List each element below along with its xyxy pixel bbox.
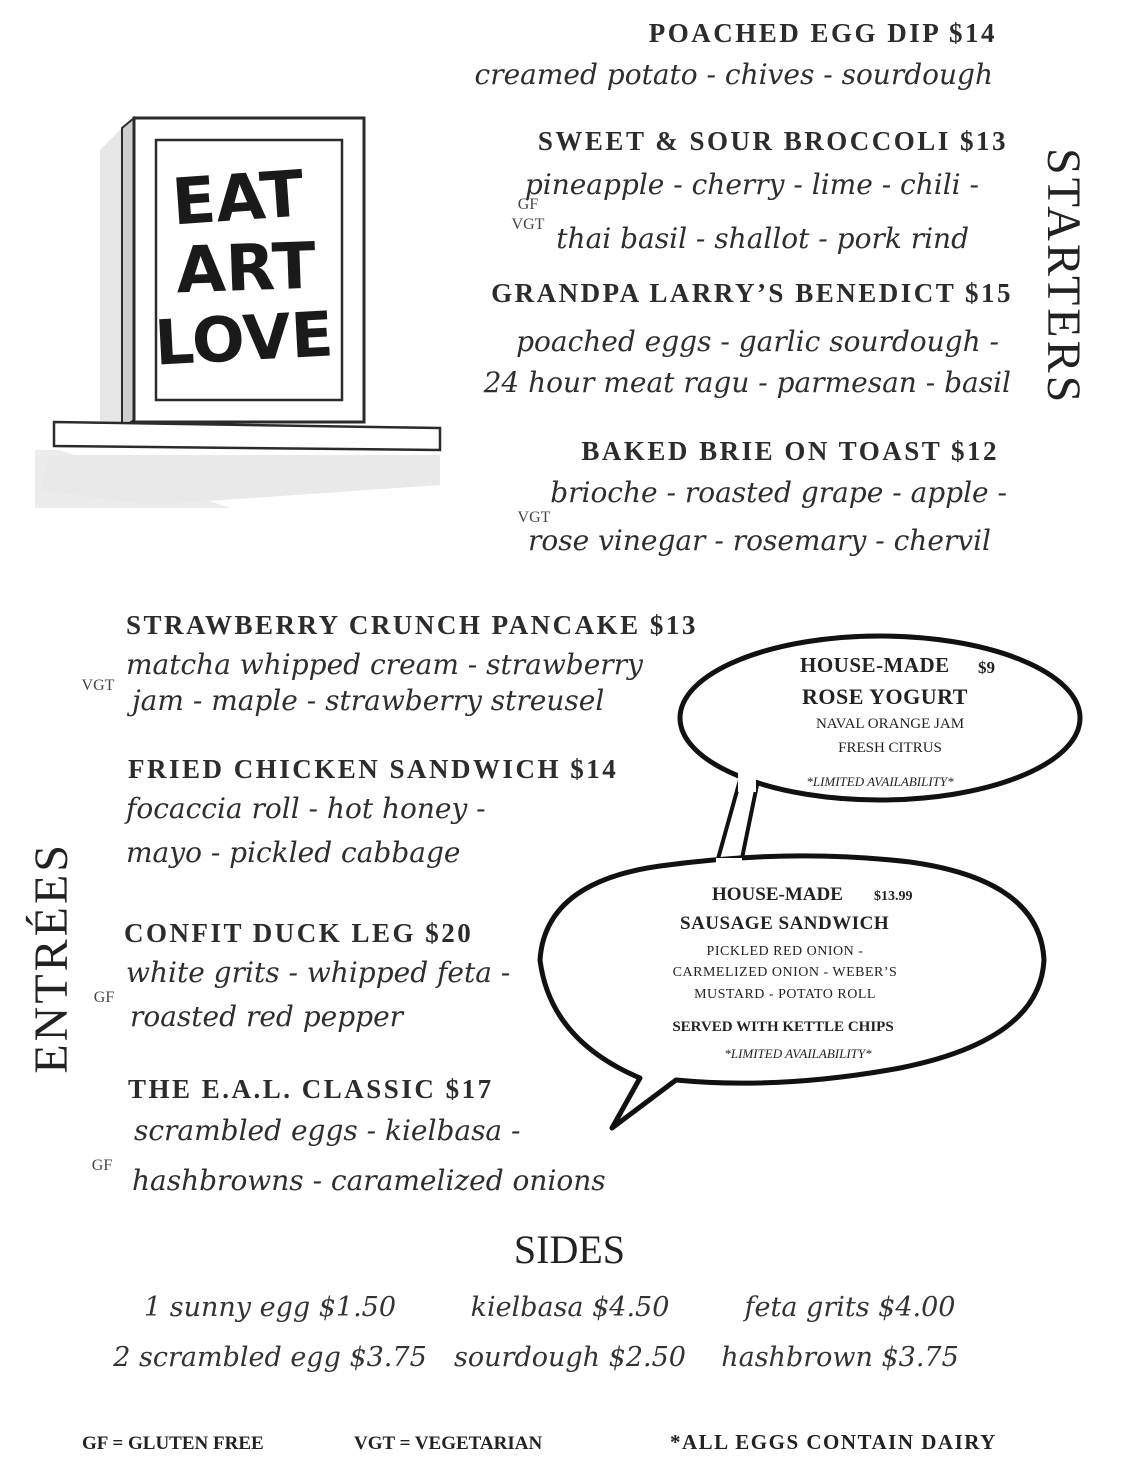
special-rose-yogurt-title2: ROSE YOGURT [802,684,968,709]
entree-desc: hashbrowns - caramelized onions [132,1164,606,1197]
starter-desc: 24 hour meat ragu - parmesan - basil [483,366,1011,399]
special-sausage-sandwich-line: PICKLED RED ONION - [706,944,864,959]
sign-word-love: LOVE [152,297,336,380]
starter-title-baked-brie-on-toast: BAKED BRIE ON TOAST $12 [581,436,999,466]
sign-word-art: ART [174,229,318,309]
special-sausage-sandwich-served: SERVED WITH KETTLE CHIPS [672,1019,894,1035]
dietary-tag-gf: GF [517,196,539,213]
starter-desc: pineapple - cherry - lime - chili - [524,168,979,201]
special-sausage-sandwich-title1: HOUSE-MADE [712,884,843,905]
special-rose-yogurt-line: NAVAL ORANGE JAM [815,716,965,732]
special-sausage-sandwich-price: $13.99 [874,889,913,904]
special-rose-yogurt-price: $9 [978,658,995,677]
side-item: kielbasa $4.50 [470,1292,670,1323]
side-item: hashbrown $3.75 [721,1342,959,1373]
starter-desc: brioche - roasted grape - apple - [550,476,1007,509]
special-sausage-sandwich-note: *LIMITED AVAILABILITY* [724,1046,872,1061]
side-item: feta grits $4.00 [744,1292,956,1323]
entree-title-eal-classic: THE E.A.L. CLASSIC $17 [128,1074,494,1104]
side-item: 1 sunny egg $1.50 [143,1292,397,1323]
special-rose-yogurt-title1: HOUSE-MADE [800,653,950,677]
entrees-heading: ENTRÉES [25,842,78,1074]
special-rose-yogurt-note: *LIMITED AVAILABILITY* [806,774,954,789]
entree-desc: white grits - whipped feta - [126,956,511,989]
starter-desc: poached eggs - garlic sourdough - [516,325,999,358]
legend-vegetarian: VGT = VEGETARIAN [354,1433,543,1454]
starter-desc: creamed potato - chives - sourdough [474,58,993,91]
entree-desc: scrambled eggs - kielbasa - [134,1114,521,1147]
side-item: 2 scrambled egg $3.75 [113,1342,427,1373]
entree-desc: roasted red pepper [130,1000,404,1033]
sides-heading: SIDES [513,1227,626,1272]
starters-heading: STARTERS [1037,148,1090,406]
dietary-tag-vgt: VGT [81,677,115,694]
side-item: sourdough $2.50 [454,1342,686,1373]
entree-title-fried-chicken-sandwich: FRIED CHICKEN SANDWICH $14 [128,754,619,784]
starter-desc: rose vinegar - rosemary - chervil [527,524,991,557]
dietary-tag-gf: GF [93,989,115,1006]
sign-word-eat: EAT [169,157,307,241]
legend-gluten-free: GF = GLUTEN FREE [82,1433,264,1454]
special-sausage-sandwich-line: CARMELIZED ONION - WEBER’S [672,965,898,980]
special-sausage-sandwich-line: MUSTARD - POTATO ROLL [694,987,876,1002]
entree-title-confit-duck-leg: CONFIT DUCK LEG $20 [124,918,474,948]
dietary-tag-gf: GF [91,1157,113,1174]
legend-eggs-contain-dairy: *ALL EGGS CONTAIN DAIRY [670,1430,997,1454]
special-rose-yogurt-line: FRESH CITRUS [838,740,942,756]
entree-desc: mayo - pickled cabbage [126,836,461,869]
starter-title-poached-egg-dip: POACHED EGG DIP $14 [648,18,997,48]
starter-title-grandpa-larrys-benedict: GRANDPA LARRY’S BENEDICT $15 [491,278,1013,308]
starter-title-sweet-sour-broccoli: SWEET & SOUR BROCCOLI $13 [537,126,1008,156]
entree-desc: focaccia roll - hot honey - [126,792,486,825]
entree-desc: jam - maple - strawberry streusel [132,684,605,717]
starter-desc: thai basil - shallot - pork rind [556,222,969,255]
entree-title-strawberry-crunch-pancake: STRAWBERRY CRUNCH PANCAKE $13 [126,610,698,640]
entree-desc: matcha whipped cream - strawberry [126,648,643,681]
special-sausage-sandwich-title2: SAUSAGE SANDWICH [680,913,890,934]
dietary-tag-vgt: VGT [511,216,545,233]
dietary-tag-vgt: VGT [517,509,551,526]
